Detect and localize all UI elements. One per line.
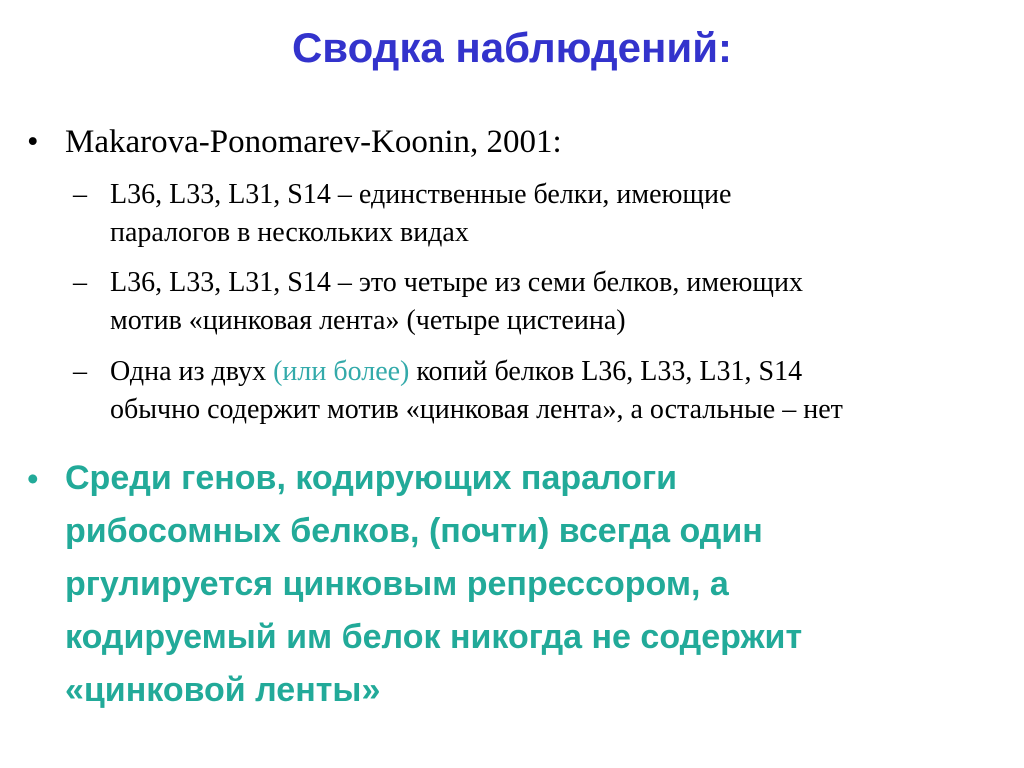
sub-item-line: L36, L33, L31, S14 – единственные белки, имеющие: [110, 179, 732, 210]
dash-marker: –: [73, 356, 87, 387]
sub-item-paralogs: [73, 176, 1018, 252]
bullet-item-source: [27, 122, 987, 162]
conclusion-line: «цинковой ленты»: [65, 671, 381, 709]
conclusion-line: ргулируется цинковым репрессором, а: [65, 565, 729, 603]
highlighted-text: (или более): [273, 356, 410, 387]
sub-item-line: обычно содержит мотив «цинковая лента», а остальные – нет: [110, 394, 843, 425]
sub-item-line: [110, 353, 1018, 391]
conclusion-line: кодируемый им белок никогда не содержит: [65, 618, 803, 656]
conclusion-text: [65, 452, 802, 717]
sub-item-text: [110, 264, 1018, 340]
sub-item-line-end: копий белков L36, L33, L31, S14: [409, 356, 803, 387]
sub-item-line: паралогов в нескольких видах: [110, 217, 469, 248]
sub-item-copies: [73, 353, 1018, 429]
dash-marker: –: [73, 179, 87, 210]
slide-title: Сводка наблюдений:: [291, 24, 733, 71]
bullet-item-conclusion: [27, 452, 997, 717]
sub-item-text: [110, 176, 1018, 252]
conclusion-line: Среди генов, кодирующих паралоги: [65, 459, 678, 497]
sub-item-text: [110, 353, 1018, 429]
sub-item-line: L36, L33, L31, S14 – это четыре из семи белков, имеющих: [110, 267, 803, 298]
bullet-marker: •: [27, 124, 39, 160]
sub-item-zinc-ribbon: [73, 264, 1018, 340]
bullet-marker: •: [27, 460, 39, 497]
conclusion-line: рибосомных белков, (почти) всегда один: [65, 512, 763, 550]
sub-item-line: мотив «цинковая лента» (четыре цистеина): [110, 305, 626, 336]
bullet-text: Makarova-Ponomarev-Koonin, 2001:: [65, 124, 562, 160]
sub-item-line-start: Одна из двух: [110, 356, 274, 387]
dash-marker: –: [73, 267, 87, 298]
